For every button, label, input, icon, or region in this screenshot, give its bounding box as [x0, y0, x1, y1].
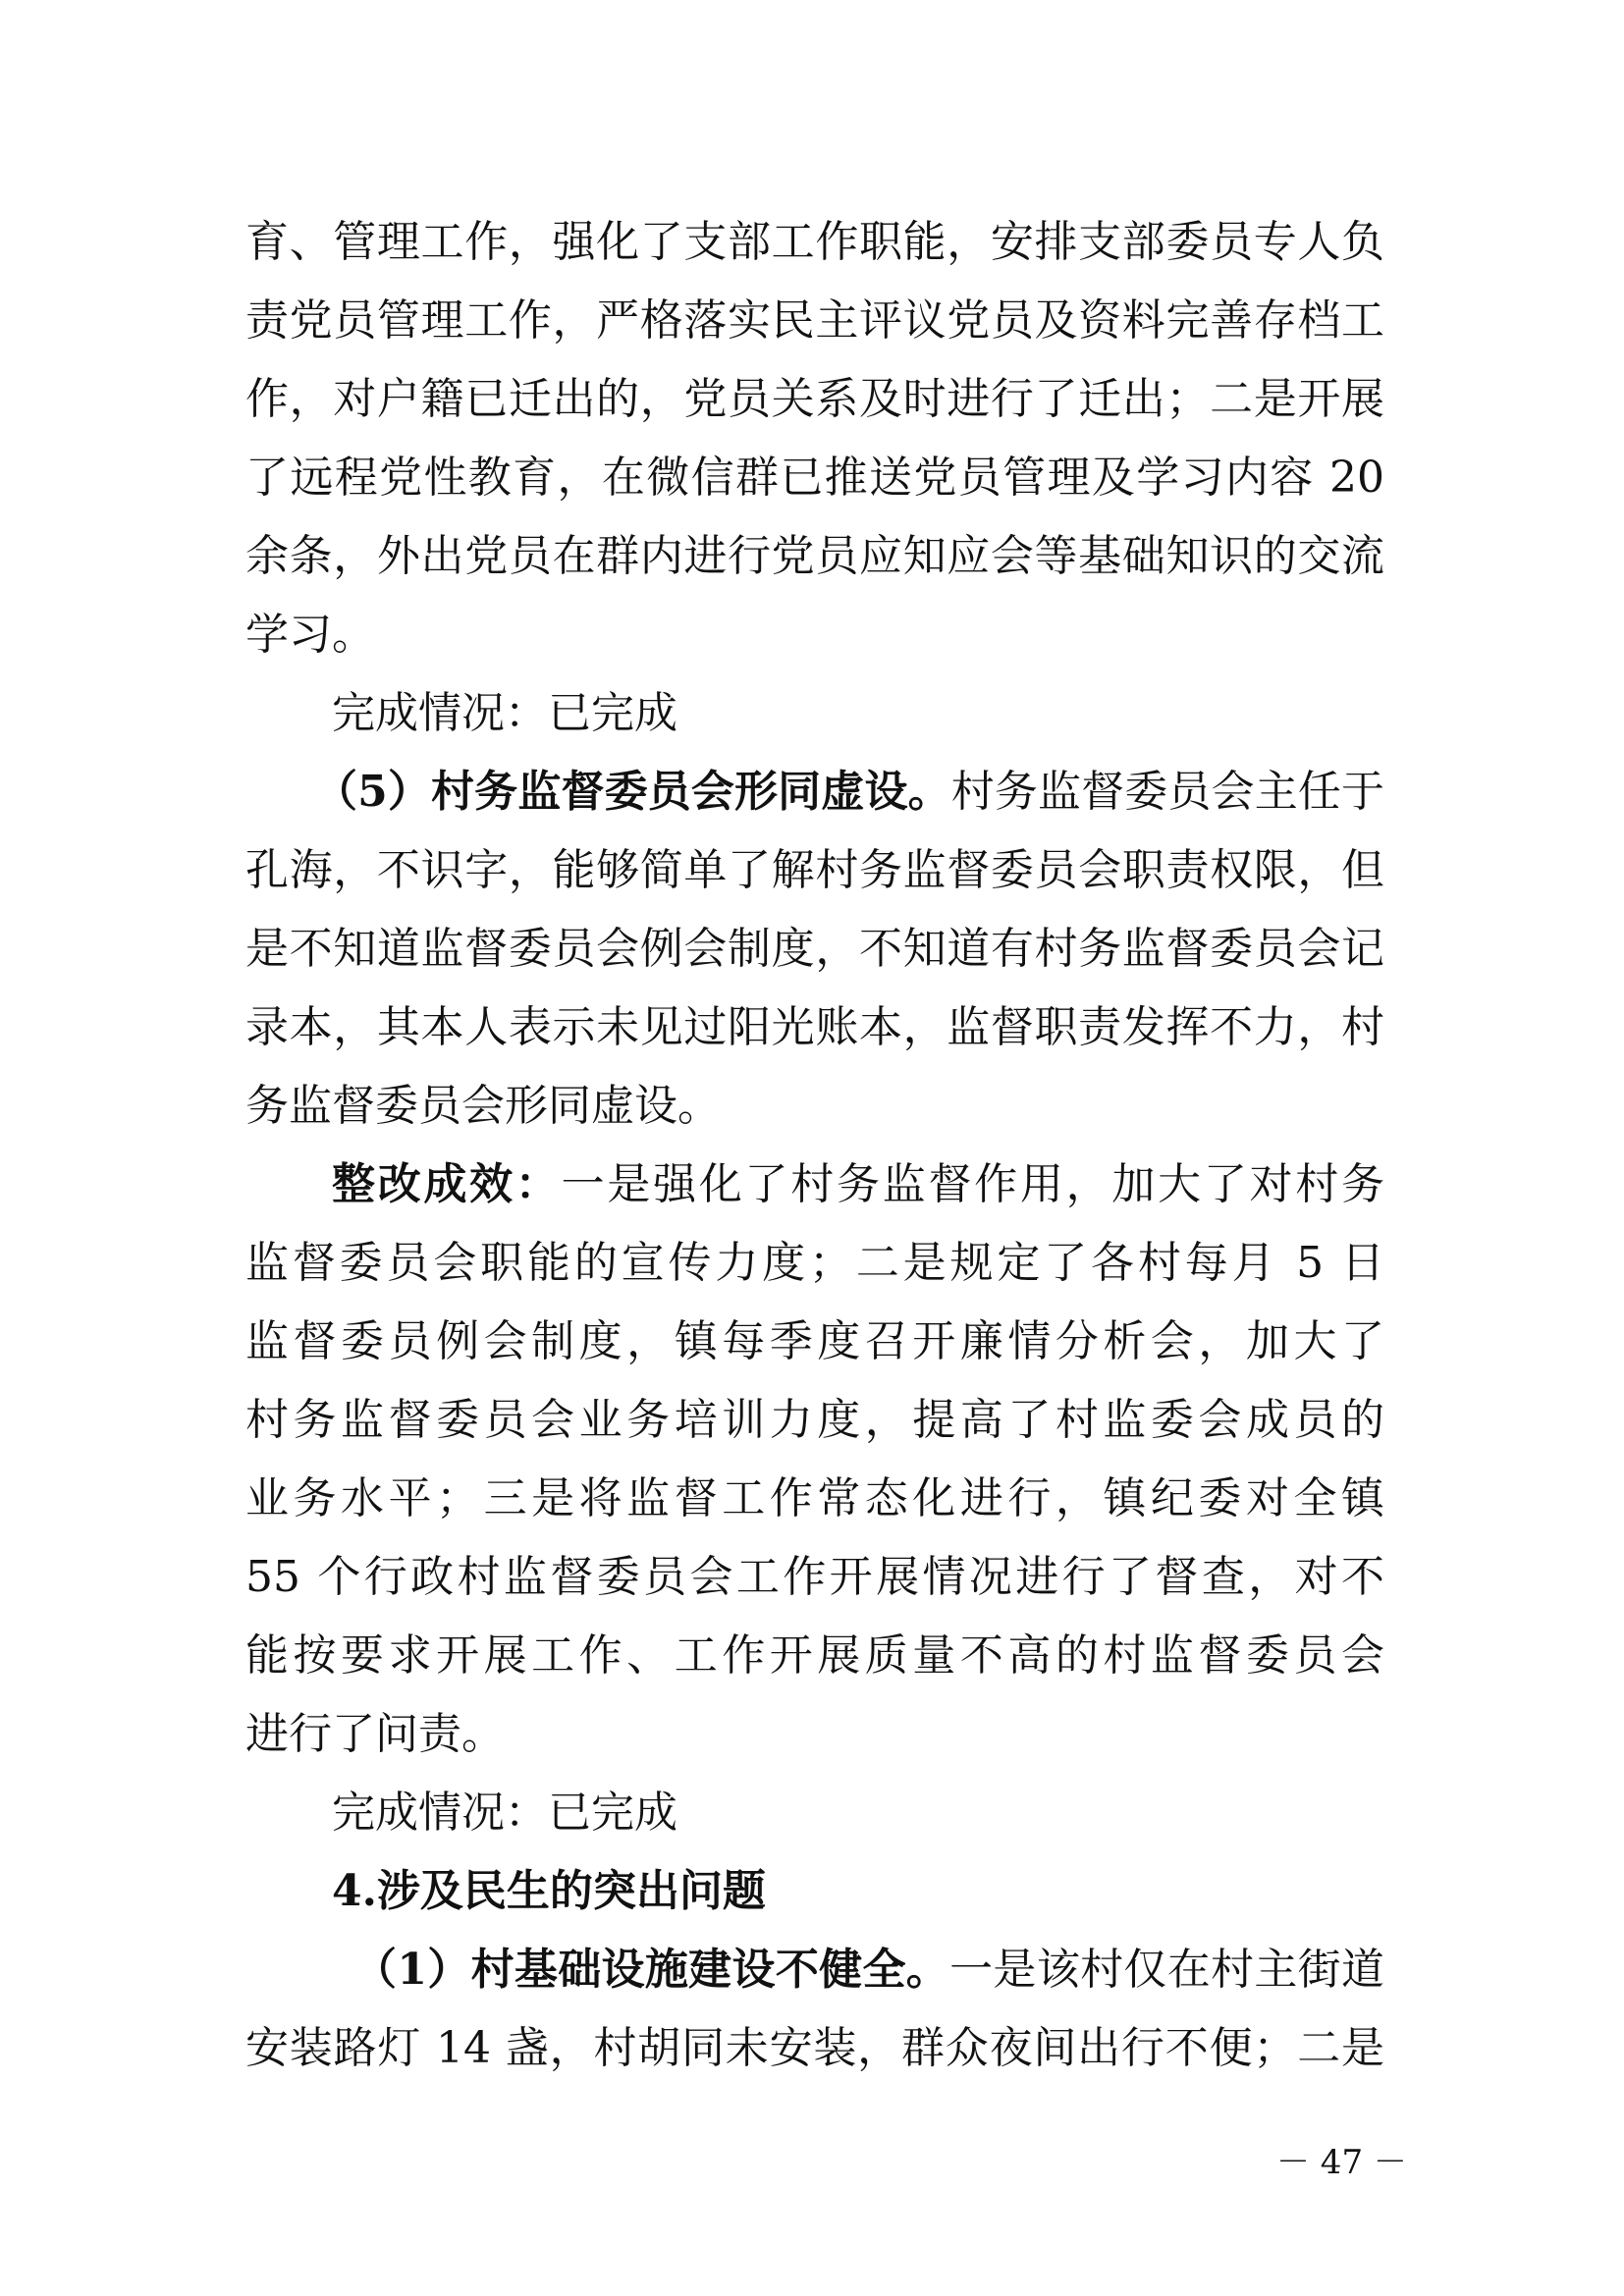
paragraph-line: 业务水平；三是将监督工作常态化进行，镇纪委对全镇	[245, 1473, 1384, 1523]
paragraph-line: 学习。	[245, 610, 375, 660]
item-1-first-line-text: 一是该村仅在村主街道	[949, 1945, 1384, 1995]
completion-status: 完成情况：已完成	[332, 1788, 677, 1838]
page-number: － 47 －	[1276, 2143, 1407, 2182]
paragraph-line: 能按要求开展工作、工作开展质量不高的村监督委员会	[245, 1630, 1384, 1681]
item-5-first-line-text: 村务监督委员会主任于	[950, 767, 1384, 817]
paragraph-line: 作，对户籍已迁出的，党员关系及时进行了迁出；二是开展	[245, 374, 1384, 424]
paragraph-line: 安装路灯 14 盏，村胡同未安装，群众夜间出行不便；二是	[245, 2023, 1384, 2073]
item-1-heading: （1）村基础设施建设不健全。	[353, 1945, 950, 1995]
rectification-first-line-text: 一是强化了村务监督作用，加大了对村务	[561, 1159, 1384, 1209]
paragraph-line: 进行了问责。	[245, 1709, 505, 1759]
paragraph-line: 村务监督委员会业务培训力度，提高了村监委会成员的	[245, 1395, 1384, 1445]
paragraph-line: 育、管理工作，强化了支部工作职能，安排支部委员专人负	[245, 217, 1384, 267]
paragraph-line: 孔海，不识字，能够简单了解村务监督委员会职责权限，但	[245, 845, 1384, 895]
rectification-label: 整改成效：	[332, 1159, 562, 1209]
rectification-first-line	[332, 1147, 1384, 1223]
item-1-first-line	[353, 1932, 1384, 2008]
paragraph-line: 是不知道监督委员会例会制度，不知道有村务监督委员会记	[245, 924, 1384, 974]
paragraph-line: 务监督委员会形同虚设。	[245, 1081, 721, 1131]
paragraph-line: 了远程党性教育，在微信群已推送党员管理及学习内容 20	[245, 453, 1384, 503]
paragraph-line: 责党员管理工作，严格落实民主评议党员及资料完善存档工	[245, 295, 1384, 346]
paragraph-line: 监督委员例会制度，镇每季度召开廉情分析会，加大了	[245, 1316, 1384, 1366]
paragraph-line: 录本，其本人表示未见过阳光账本，监督职责发挥不力，村	[245, 1002, 1384, 1052]
item-5-heading: （5）村务监督委员会形同虚设。	[314, 767, 951, 817]
paragraph-line: 监督委员会职能的宣传力度；二是规定了各村每月 5 日	[245, 1238, 1384, 1288]
item-5-first-line	[314, 754, 1384, 830]
completion-status: 完成情况：已完成	[332, 688, 677, 738]
paragraph-line: 55 个行政村监督委员会工作开展情况进行了督查，对不	[245, 1552, 1384, 1602]
paragraph-line: 余条，外出党员在群内进行党员应知应会等基础知识的交流	[245, 531, 1384, 581]
section-heading: 4.涉及民生的突出问题	[332, 1866, 766, 1916]
